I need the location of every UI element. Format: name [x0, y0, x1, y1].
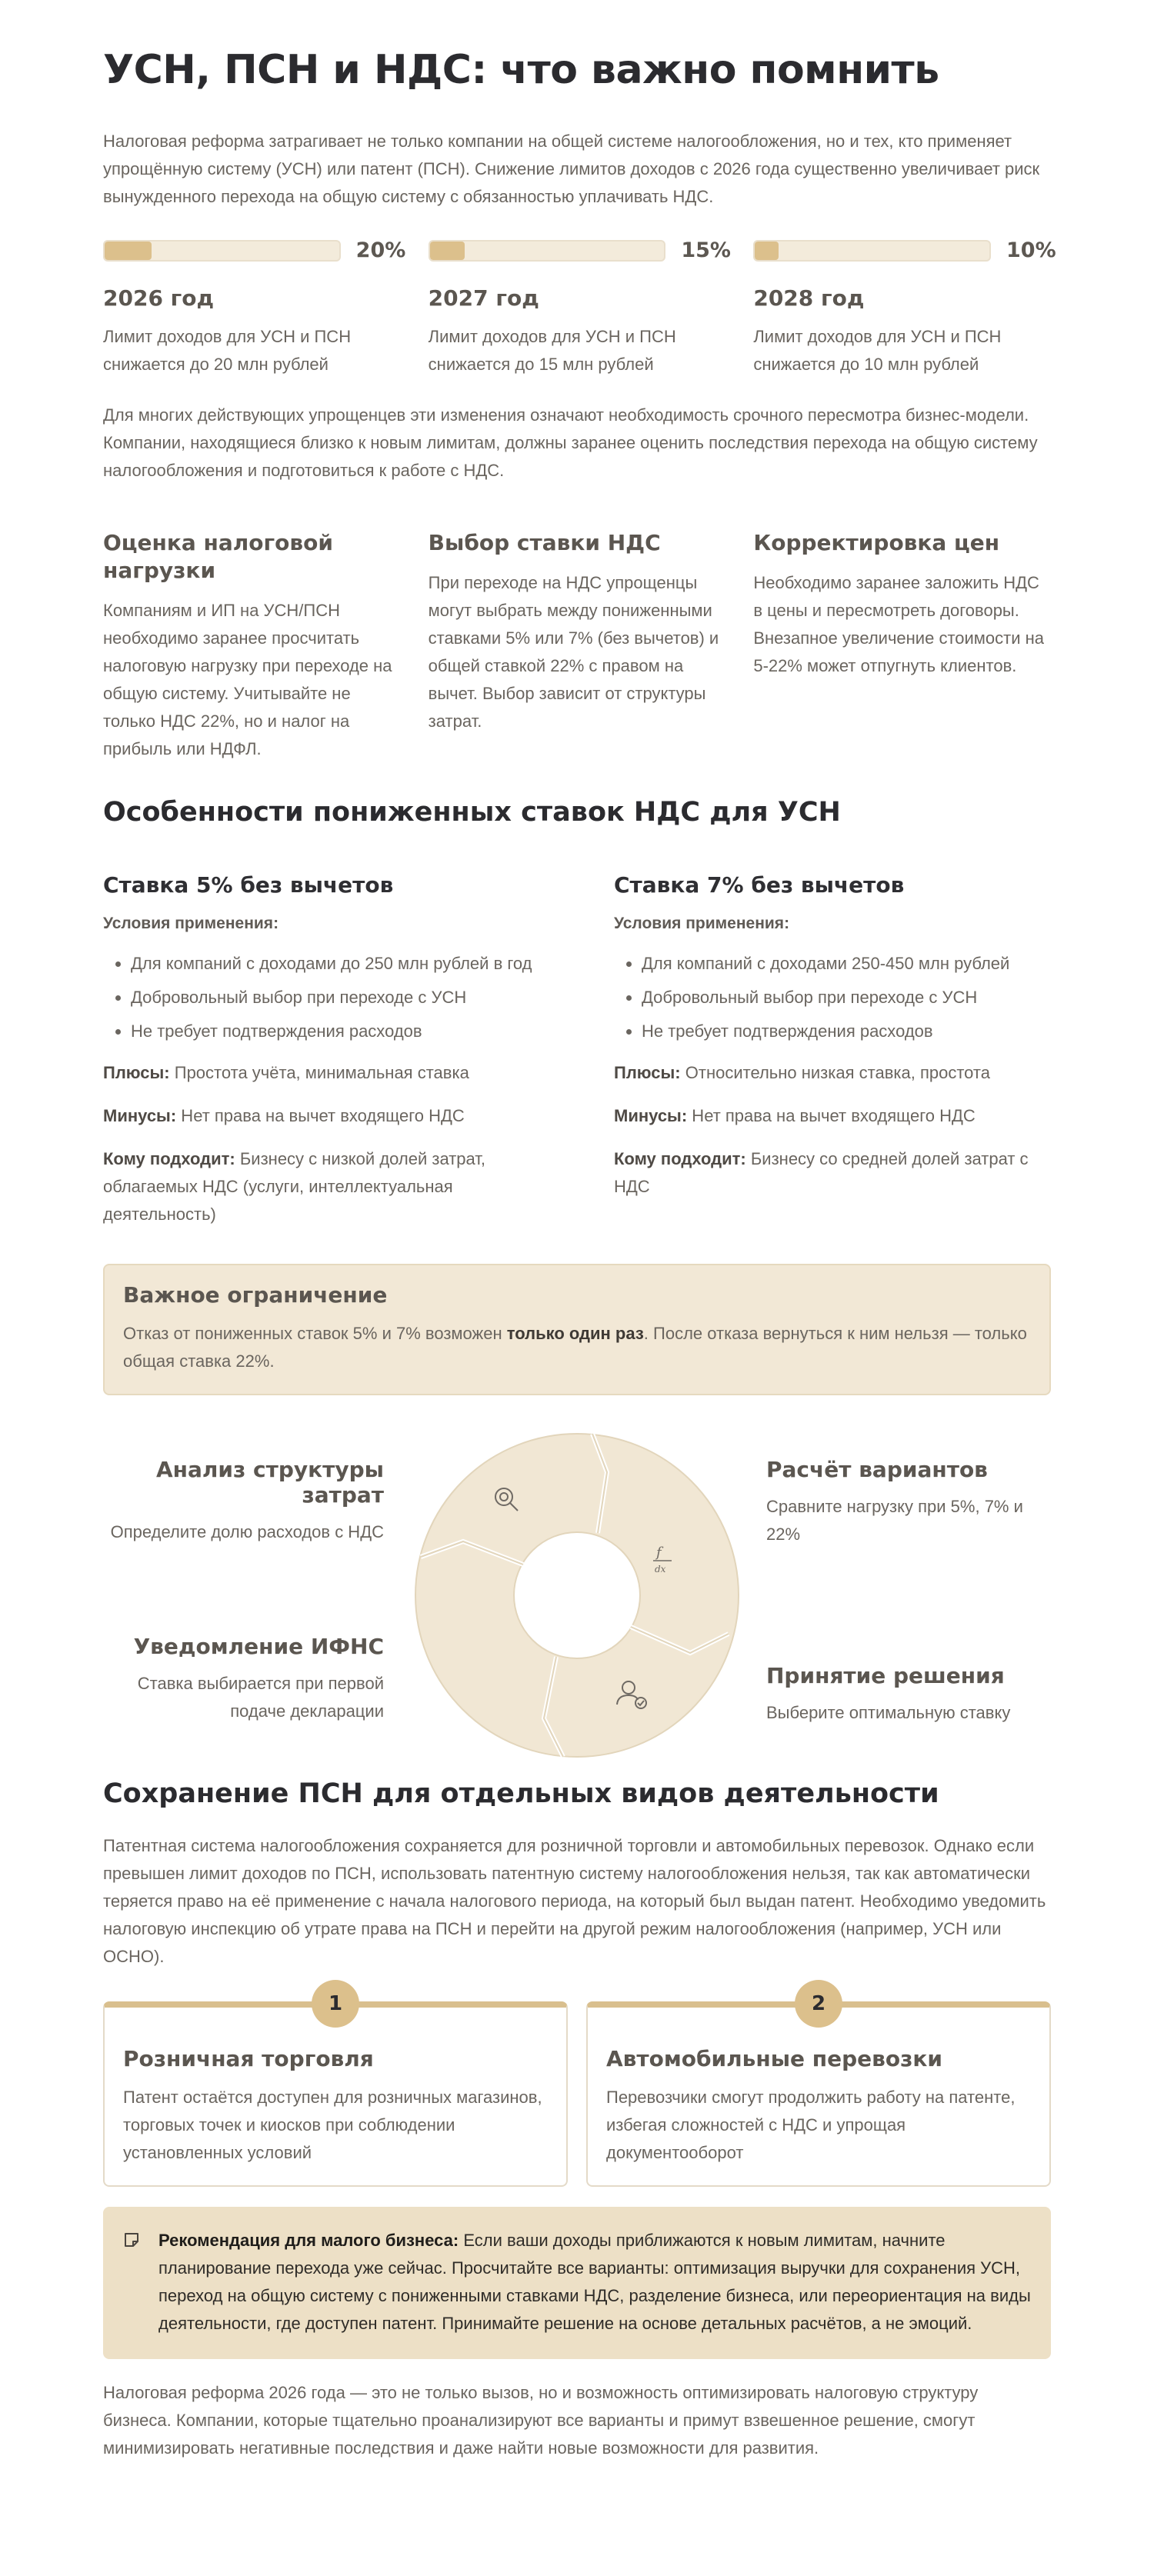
- cycle-step-text: Выберите оптимальную ставку: [766, 1703, 1011, 1723]
- cycle-step-heading: Расчёт вариантов: [766, 1457, 988, 1483]
- conditions-label: Условия применения:: [614, 915, 790, 933]
- rates-section-title: Особенности пониженных ставок НДС для УСН: [103, 797, 841, 828]
- pros-text: Относительно низкая ставка, простота: [680, 1063, 990, 1083]
- cons: [103, 1102, 540, 1130]
- psn-cards: [103, 1992, 1051, 2187]
- list-item: • Для компаний с доходами до 250 млн рублей в год: [131, 950, 540, 978]
- conditions-list: [103, 950, 540, 1045]
- cons: [614, 1102, 1051, 1130]
- conditions-label: Условия применения:: [103, 915, 279, 933]
- list-item: • Добровольный выбор при переходе с УСН: [131, 984, 540, 1011]
- cons-label: Минусы:: [103, 1106, 177, 1126]
- recommendation-label: Рекомендация для малого бизнеса:: [158, 2231, 459, 2251]
- fit-label: Кому подходит:: [103, 1149, 235, 1169]
- cycle-step-heading: Уведомление ИФНС: [133, 1634, 384, 1660]
- intro-text: Налоговая реформа затрагивает не только компании на общей системе налогообложения, но и тех, кто применяет упрощённую систему (УСН) или патент (ПСН). Снижение лимитов доходов с 2026 года существенно увеличивает риск вынужденного перехода на общую систему с обязанностью уплачивать НДС.: [103, 132, 1040, 207]
- year-heading: 2027 год: [428, 285, 539, 312]
- notice-text-start: Отказ от пониженных ставок 5% и 7% возможен: [123, 1324, 507, 1344]
- closing-text: Налоговая реформа 2026 года — это не только вызов, но и возможность оптимизировать налоговую структуру бизнеса. Компании, которые тщательно проанализируют все варианты и примут взвешенное решение, смогут минимизировать негативные последствия и даже найти новые возможности для развития.: [103, 2383, 979, 2458]
- list-item: • Не требует подтверждения расходов: [642, 1018, 1051, 1045]
- psn-card: [103, 1992, 568, 2187]
- cycle-step-text: Сравните нагрузку при 5%, 7% и 22%: [766, 1497, 1023, 1545]
- timeline-item: [103, 238, 406, 378]
- card-text: Патент остаётся доступен для розничных магазинов, торговых точек и киосков при соблюдении установленных условий: [123, 2088, 542, 2163]
- cons-label: Минусы:: [614, 1106, 688, 1126]
- key-points: [103, 529, 1051, 763]
- key-point-heading: Оценка налоговой нагрузки: [103, 530, 333, 584]
- key-point-text: При переходе на НДС упрощенцы могут выбрать между пониженными ставками 5% или 7% (без вычетов) и общей ставкой 22% с правом на вычет. Выбор зависит от структуры затрат.: [428, 573, 719, 731]
- page-title: УСН, ПСН и НДС: что важно помнить: [103, 47, 939, 93]
- svg-text:dx: dx: [655, 1564, 666, 1575]
- fit: [103, 1145, 540, 1228]
- cycle-step-heading: Анализ структуры затрат: [155, 1457, 384, 1508]
- progress-fill: [105, 242, 152, 260]
- recommendation-box: [103, 2207, 1051, 2359]
- card-text: Перевозчики смогут продолжить работу на патенте, избегая сложностей с НДС и упрощая документооборот: [606, 2088, 1016, 2163]
- list-item: • Добровольный выбор при переходе с УСН: [642, 984, 1051, 1011]
- psn-text: Патентная система налогообложения сохраняется для розничной торговли и автомобильных перевозок. Однако если превышен лимит доходов по ПСН, использовать патентную систему налогообложения нельзя, так как автоматически теряется право на её применение с начала налогового периода, на который был выдан патент. Необходимо уведомить налоговую инспекцию об утрате права на ПСН и перейти на другой режим налогообложения (например, УСН или ОСНО).: [103, 1836, 1046, 1967]
- cons-text: Нет права на вычет входящего НДС: [176, 1106, 465, 1126]
- year-heading: 2028 год: [753, 285, 865, 312]
- notice-text-end: . После отказа вернуться к ним нельзя — только общая ставка 22%.: [123, 1324, 1027, 1371]
- progress-fill: [430, 242, 465, 260]
- key-point: [753, 529, 1051, 763]
- card-heading: Розничная торговля: [123, 2046, 374, 2072]
- progress-bar: [429, 240, 666, 262]
- rate-heading: Ставка 5% без вычетов: [103, 872, 394, 898]
- timeline-item: [428, 238, 731, 378]
- cycle-step: [766, 1663, 1047, 1727]
- timeline-item: [753, 238, 1056, 378]
- list-item: • Не требует подтверждения расходов: [131, 1018, 540, 1045]
- notice-heading: Важное ограничение: [123, 1282, 388, 1308]
- notice-text: [123, 1320, 1031, 1375]
- fit-text: Бизнесу со средней долей затрат с НДС: [614, 1149, 1029, 1197]
- cycle-step: [103, 1457, 384, 1546]
- pros-text: Простота учёта, минимальная ставка: [169, 1063, 469, 1083]
- progress-percent: 10%: [1006, 238, 1056, 263]
- note-icon: [123, 2227, 145, 2338]
- recommendation-body: Если ваши доходы приближаются к новым лимитам, начните планирование перехода уже сейчас. Просчитайте все варианты: оптимизация выручки для сохранения УСН, переход на общую систему с пониженными ставками НДС, разделение бизнеса, или переориентация на виды деятельности, где доступен патент. Принимайте решение на основе детальных расчётов, а не эмоций.: [158, 2231, 1031, 2334]
- notice-text-bold: только один раз: [506, 1324, 644, 1344]
- svg-text:f: f: [656, 1545, 662, 1561]
- ring-hole: [514, 1532, 640, 1658]
- year-description: Лимит доходов для УСН и ПСН снижается до 20 млн рублей: [103, 327, 352, 375]
- fit: [614, 1145, 1051, 1201]
- fit-text: Бизнесу с низкой долей затрат, облагаемых НДС (услуги, интеллектуальная деятельность): [103, 1149, 486, 1225]
- progress-bar: [753, 240, 991, 262]
- cycle-step-text: Ставка выбирается при первой подаче декларации: [137, 1674, 384, 1721]
- rate-5-block: [103, 872, 540, 1244]
- pros-label: Плюсы:: [103, 1063, 170, 1083]
- fit-label: Кому подходит:: [614, 1149, 746, 1169]
- conditions-list: [614, 950, 1051, 1045]
- impact-text: Для многих действующих упрощенцев эти изменения означают необходимость срочного пересмотра бизнес-модели. Компании, находящиеся близко к новым лимитам, должны заранее оценить последствия перехода на общую систему налогообложения и подготовиться к работе с НДС.: [103, 405, 1038, 481]
- progress-percent: 15%: [681, 238, 731, 263]
- step-number-badge: 2: [795, 1980, 842, 2028]
- progress-fill: [755, 242, 778, 260]
- pros: [614, 1059, 1051, 1087]
- key-point-text: Компаниям и ИП на УСН/ПСН необходимо заранее просчитать налоговую нагрузку при переходе на общую систему. Учитывайте не только НДС 22%, но и налог на прибыль или НДФЛ.: [103, 601, 392, 759]
- cycle-step-text: Определите долю расходов с НДС: [110, 1522, 384, 1542]
- card-heading: Автомобильные перевозки: [606, 2046, 942, 2072]
- rates-comparison: [103, 872, 1051, 1244]
- key-point: [429, 529, 726, 763]
- progress-percent: 20%: [355, 238, 406, 263]
- year-description: Лимит доходов для УСН и ПСН снижается до 10 млн рублей: [753, 327, 1002, 375]
- step-number-badge: 1: [312, 1980, 359, 2028]
- key-point-text: Необходимо заранее заложить НДС в цены и пересмотреть договоры. Внезапное увеличение стоимости на 5-22% может отпугнуть клиентов.: [753, 573, 1045, 676]
- rate-7-block: [614, 872, 1051, 1244]
- year-heading: 2026 год: [103, 285, 215, 312]
- important-notice: [103, 1264, 1051, 1395]
- cycle-ring: [405, 1426, 749, 1765]
- cycle-step-heading: Принятие решения: [766, 1663, 1005, 1689]
- cycle-step: [766, 1457, 1047, 1548]
- decision-cycle: [103, 1426, 1051, 1765]
- year-description: Лимит доходов для УСН и ПСН снижается до 15 млн рублей: [428, 327, 676, 375]
- key-point-heading: Корректировка цен: [753, 530, 1000, 556]
- list-item: • Для компаний с доходами 250-450 млн рублей: [642, 950, 1051, 978]
- recommendation-text: [158, 2227, 1031, 2338]
- cycle-step: [103, 1634, 384, 1725]
- psn-section-title: Сохранение ПСН для отдельных видов деятельности: [103, 1778, 939, 1810]
- pros-label: Плюсы:: [614, 1063, 681, 1083]
- key-point: [103, 529, 401, 763]
- progress-bar: [103, 240, 341, 262]
- timeline: [103, 238, 1056, 378]
- psn-card: [586, 1992, 1051, 2187]
- pros: [103, 1059, 540, 1087]
- rate-heading: Ставка 7% без вычетов: [614, 872, 905, 898]
- key-point-heading: Выбор ставки НДС: [428, 530, 661, 556]
- cons-text: Нет права на вычет входящего НДС: [687, 1106, 976, 1126]
